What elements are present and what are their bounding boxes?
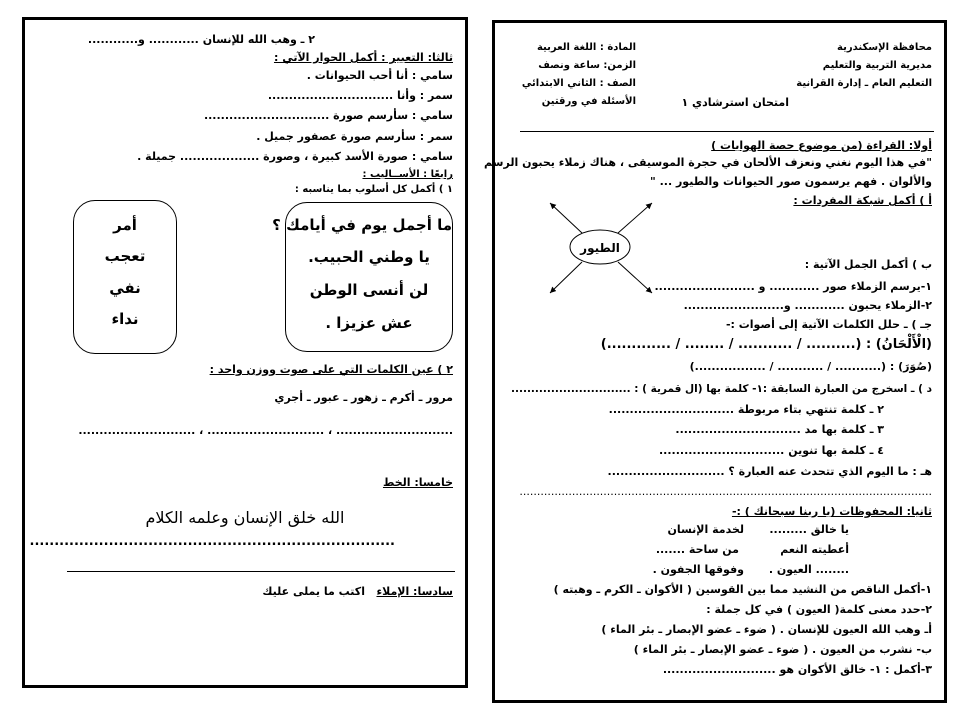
extract-4: ٤ ـ كلمة بها تنوين .............................. <box>659 444 884 457</box>
styles-box <box>73 200 177 354</box>
complete-sentences-title: ب ) أكمل الجمل الآتية : <box>804 258 932 271</box>
exercise-2b: ب- نشرب من العيون . ( ضوء ـ عضو الإبصار ـ بئر الماء ) <box>633 643 932 656</box>
sentence-4: عش عزيزا . <box>325 314 413 332</box>
web-arrow-top-right <box>618 203 652 233</box>
dialogue-line-2: سمر : وأنا .............................. <box>267 89 453 102</box>
words-answer-line: ............................ ، ............................ ، ............................ <box>78 424 453 437</box>
extract-2: ٢ ـ كلمة تنتهي بتاء مربوطة .............................. <box>608 403 884 416</box>
calligraphy-dots: .......................................................................... <box>29 534 395 549</box>
style-3: نفي <box>109 279 141 297</box>
dotted-separator: ...................................................................................................................... <box>519 485 932 498</box>
separator-line <box>67 571 455 572</box>
right-exam-page <box>484 20 947 703</box>
dialogue-line-1: سامي : أنا أحب الحيوانات . <box>306 69 453 82</box>
header-time: الزمن: ساعة ونصف <box>538 60 636 71</box>
web-arrow-top-left <box>550 203 582 233</box>
poem-line-1b: لخدمة الإنسان <box>667 523 744 536</box>
dialogue-line-4: سمر : سأرسم صورة عصفور جميل . <box>256 130 453 143</box>
dictation-text: اكتب ما يملى عليك <box>262 585 365 598</box>
expression-section-title: ثالثا: التعبير : أكمل الحوار الآتي : <box>273 51 453 64</box>
web-arrow-bottom-left <box>550 262 582 293</box>
passage-line-1: "في هذا اليوم نغني ونعزف الألحان في حجرة الموسيقى ، هناك زملاء يحبون الرسم <box>484 156 932 169</box>
header-divider <box>520 131 934 132</box>
poem-line-3b: وفوقها الجفون . <box>652 563 744 576</box>
dialogue-line-5: سامي : صورة الأسد كبيرة ، وصورة ................... جميلة . <box>137 150 453 163</box>
analyze-word-1: (الْأَلْحَانُ) : (.......... / ........... / ........ / .............) <box>600 337 932 352</box>
style-2: تعجب <box>104 247 146 265</box>
exercise-3: ٣-أكمل : ١- خالق الأكوان هو ........................... <box>662 663 932 676</box>
analyze-words-title: جـ ) ـ حلل الكلمات الآتية إلى أصوات :- <box>725 318 932 331</box>
exercise-2a: أـ وهب الله العيون للإنسان . ( ضوء ـ عضو الإبصار ـ بئر الماء ) <box>601 623 932 636</box>
words-list: مرور ـ أكرم ـ زهور ـ عبور ـ أجري <box>274 391 453 404</box>
dictation-title: سادسا: الإملاء <box>376 585 453 598</box>
sentence-3: لن أنسى الوطن <box>309 281 429 299</box>
header-administration: التعليم العام ـ إدارة القرانية <box>796 78 932 89</box>
poem-line-2b: من ساحة ....... <box>655 543 739 556</box>
header-governorate: محافظة الإسكندرية <box>837 42 932 53</box>
reading-section-title: أولا: القراءة (من موضوع حصة الهوايات ) <box>711 139 932 152</box>
dictation-section <box>262 585 453 599</box>
dialogue-line-3: سامي : سأرسم صورة .............................. <box>203 109 453 122</box>
vocabulary-web-diagram <box>530 195 670 300</box>
sentence-b1: ١-يرسم الزملاء صور ............ و ........................ <box>654 280 932 293</box>
header-pages: الأسئلة في ورقتين <box>541 96 636 107</box>
extract-3: ٣ ـ كلمة بها مد .............................. <box>675 423 884 436</box>
header-subject: المادة : اللغة العربية <box>536 42 636 53</box>
question-h: هـ : ما اليوم الذي تتحدث عنه العبارة ؟ ............................ <box>607 465 932 478</box>
web-arrow-bottom-right <box>618 262 652 293</box>
passage-line-2: والألوان . فهم يرسمون صور الحيوانات والطيور ... " <box>650 175 932 188</box>
sentences-box <box>272 202 453 352</box>
handwriting-section-title: خامسا: الخط <box>382 476 453 489</box>
web-center-label: الطيور <box>580 241 620 255</box>
styles-section-title: رابعًا : الأســاليب : <box>362 169 453 180</box>
styles-question-1: ١ ) أكمل كل أسلوب بما يناسبه : <box>294 184 453 195</box>
poem-line-1a: يا خالق ......... <box>769 523 849 536</box>
exam-title: امتحان استرشادي ١ <box>681 96 789 109</box>
memorization-section-title: ثانيا: المحفوظات (يا ربنا سبحانك ) :- <box>731 505 932 518</box>
sentence-1: ما أجمل يوم في أيامك ؟ <box>272 216 452 234</box>
extract-title: د ) ـ اسخرج من العبارة السابقة :١- كلمة بها (ال قمرية ) : .............................. <box>510 383 932 395</box>
analyze-word-2: (صُوَرَ) : (........... / ........... / .................) <box>689 360 932 373</box>
vocab-web-title: أ ) أكمل شبكة المفردات : <box>793 194 932 207</box>
styles-question-2: ٢ ) عين الكلمات التي على صوت ووزن واحد : <box>209 363 453 376</box>
style-1: أمر <box>113 216 137 234</box>
exercise-1: ١-أكمل الناقص من النشيد مما بين القوسين ( الأكوان ـ الكرم ـ وهبته ) <box>553 583 932 596</box>
left-line-1: ٢ ـ وهب الله للإنسان ............ و............ <box>87 33 315 46</box>
header-directorate: مديرية التربية والتعليم <box>822 60 932 71</box>
poem-line-2a: أعطيته النعم <box>780 543 849 556</box>
calligraphy-sentence: الله خلق الإنسان وعلمه الكلام <box>145 508 345 527</box>
sentence-2: يا وطني الحبيب. <box>308 248 430 266</box>
poem-line-3a: ........ العيون . <box>768 563 849 576</box>
style-4: نداء <box>111 310 139 328</box>
exercise-2: ٢-حدد معنى كلمة( العيون ) في كل جملة : <box>706 603 932 616</box>
header-grade: الصف : الثاني الابتدائي <box>521 78 636 89</box>
sentence-b2: ٢-الزملاء يحبون ............ و........................ <box>683 299 932 312</box>
left-exam-page <box>22 17 468 688</box>
